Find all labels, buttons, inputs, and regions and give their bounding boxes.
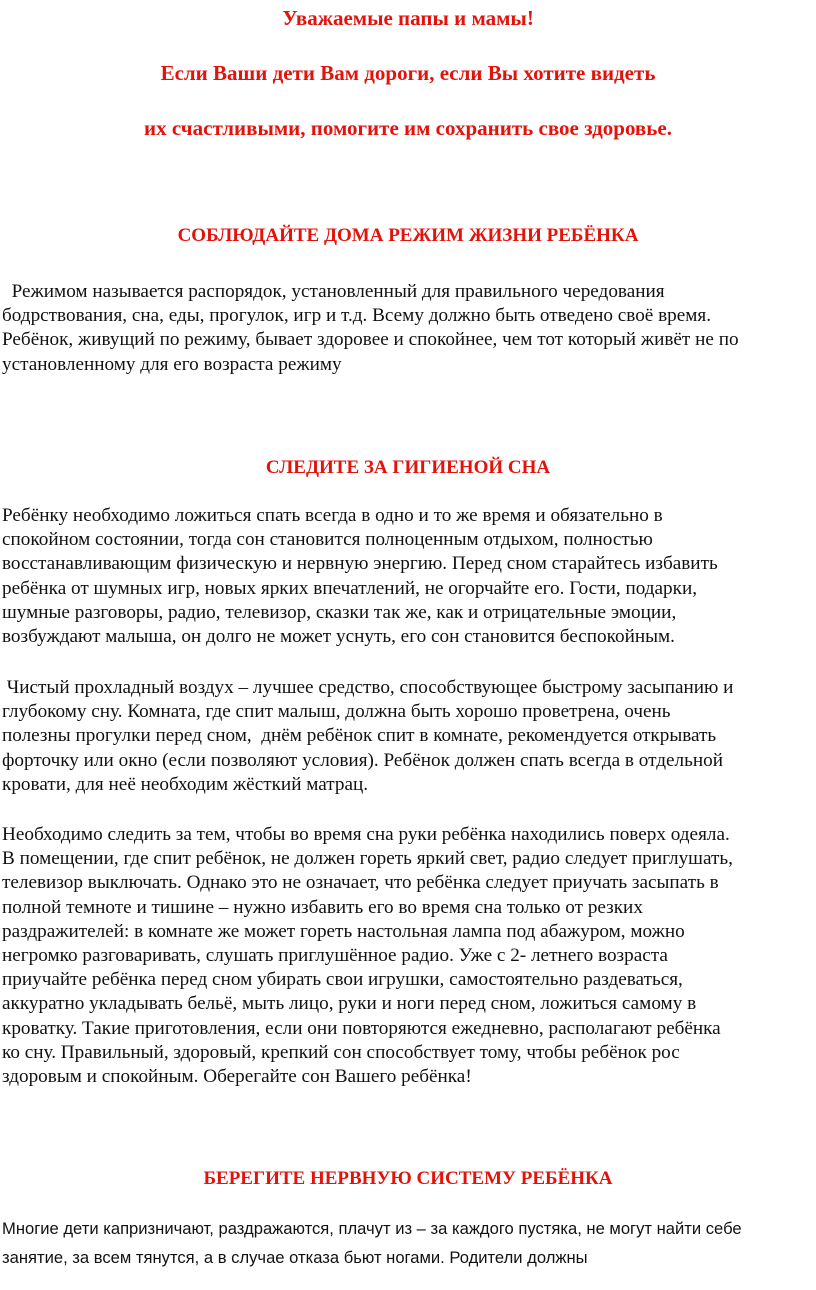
- text-line: Режимом называется распорядок, установленный для правильного чередования: [2, 281, 665, 302]
- text-line: полезны прогулки перед сном, днём ребёнок спит в комнате, рекомендуется открывать: [2, 725, 717, 747]
- section-heading-sleep-hygiene: СЛЕДИТЕ ЗА ГИГИЕНОЙ СНА: [265, 457, 551, 478]
- text-line: занятие, за всем тянутся, а в случае отказа бьют ногами. Родители должны: [2, 1248, 588, 1267]
- text-line: Чистый прохладный воздух – лучшее средство, способствующее быстрому засыпанию и: [2, 677, 734, 698]
- text-line: раздражителей: в комнате же может гореть настольная лампа под абажуром, можно: [2, 920, 685, 942]
- text-line: Многие дети капризничают, раздражаются, плачут из – за каждого пустяка, не могут найти себе: [2, 1219, 742, 1238]
- text-line: кроватку. Такие приготовления, если они повторяются ежедневно, располагают ребёнка: [2, 1017, 721, 1039]
- text-line: негромко разговаривать, слушать приглушённое радио. Уже с 2- летнего возраста: [2, 945, 668, 967]
- text-line: Необходимо следить за тем, чтобы во время сна руки ребёнка находились поверх одеяла.: [2, 824, 730, 845]
- text-line: спокойном состоянии, тогда сон становится полноценным отдыхом, полностью: [2, 529, 653, 551]
- section-heading-nervous-system: БЕРЕГИТЕ НЕРВНУЮ СИСТЕМУ РЕБЁНКА: [203, 1168, 613, 1189]
- text-line: шумные разговоры, радио, телевизор, сказки так же, как и отрицательные эмоции,: [2, 601, 677, 623]
- text-line: ко сну. Правильный, здоровый, крепкий сон способствует тому, чтобы ребёнок рос: [2, 1041, 680, 1063]
- text-line: ребёнка от шумных игр, новых ярких впечатлений, не огорчайте его. Гости, подарки,: [2, 577, 698, 599]
- greeting-line-2: Если Ваши дети Вам дороги, если Вы хотите видеть: [160, 61, 656, 85]
- text-line: аккуратно укладывать бельё, мыть лицо, руки и ноги перед сном, ложиться самому в: [2, 993, 697, 1015]
- text-line: бодрствования, сна, еды, прогулок, игр и т.д. Всему должно быть отведено своё время.: [2, 305, 712, 327]
- paragraph-sleep-conditions: [2, 823, 814, 1089]
- text-line: возбуждают малыша, он долго не может уснуть, его сон становится беспокойным.: [2, 626, 675, 648]
- text-line: восстанавливающим физическую и нервную энергию. Перед сном старайтесь избавить: [2, 553, 718, 575]
- text-line: телевизор выключать. Однако это не означает, что ребёнка следует приучать засыпать в: [2, 872, 719, 894]
- paragraph-fresh-air: [2, 676, 814, 797]
- text-line: полной темноте и тишине – нужно избавить его во время сна только от резких: [2, 896, 643, 918]
- greeting-line-1: Уважаемые папы и мамы!: [282, 6, 534, 30]
- paragraph-nervous-system: [2, 1214, 814, 1272]
- text-line: установленному для его возраста режиму: [2, 353, 342, 375]
- text-line: глубокому сну. Комната, где спит малыш, должна быть хорошо проветрена, очень: [2, 701, 671, 723]
- text-line: форточку или окно (если позволяют условия). Ребёнок должен спать всегда в отдельной: [2, 749, 723, 771]
- paragraph-daily-routine: [2, 280, 814, 377]
- text-line: кровати, для неё необходим жёсткий матрац.: [2, 773, 369, 795]
- text-line: приучайте ребёнка перед сном убирать свои игрушки, самостоятельно раздеваться,: [2, 969, 683, 991]
- greeting-line-3: их счастливыми, помогите им сохранить свое здоровье.: [144, 116, 672, 140]
- text-line: здоровым и спокойным. Оберегайте сон Вашего ребёнка!: [2, 1066, 472, 1088]
- section-heading-daily-routine: СОБЛЮДАЙТЕ ДОМА РЕЖИМ ЖИЗНИ РЕБЁНКА: [177, 225, 639, 246]
- text-line: Ребёнку необходимо ложиться спать всегда в одно и то же время и обязательно в: [2, 505, 663, 526]
- paragraph-sleep-time: [2, 504, 814, 649]
- text-line: Ребёнок, живущий по режиму, бывает здоровее и спокойнее, чем тот который живёт не по: [2, 329, 739, 351]
- text-line: В помещении, где спит ребёнок, не должен гореть яркий свет, радио следует приглушать,: [2, 848, 733, 870]
